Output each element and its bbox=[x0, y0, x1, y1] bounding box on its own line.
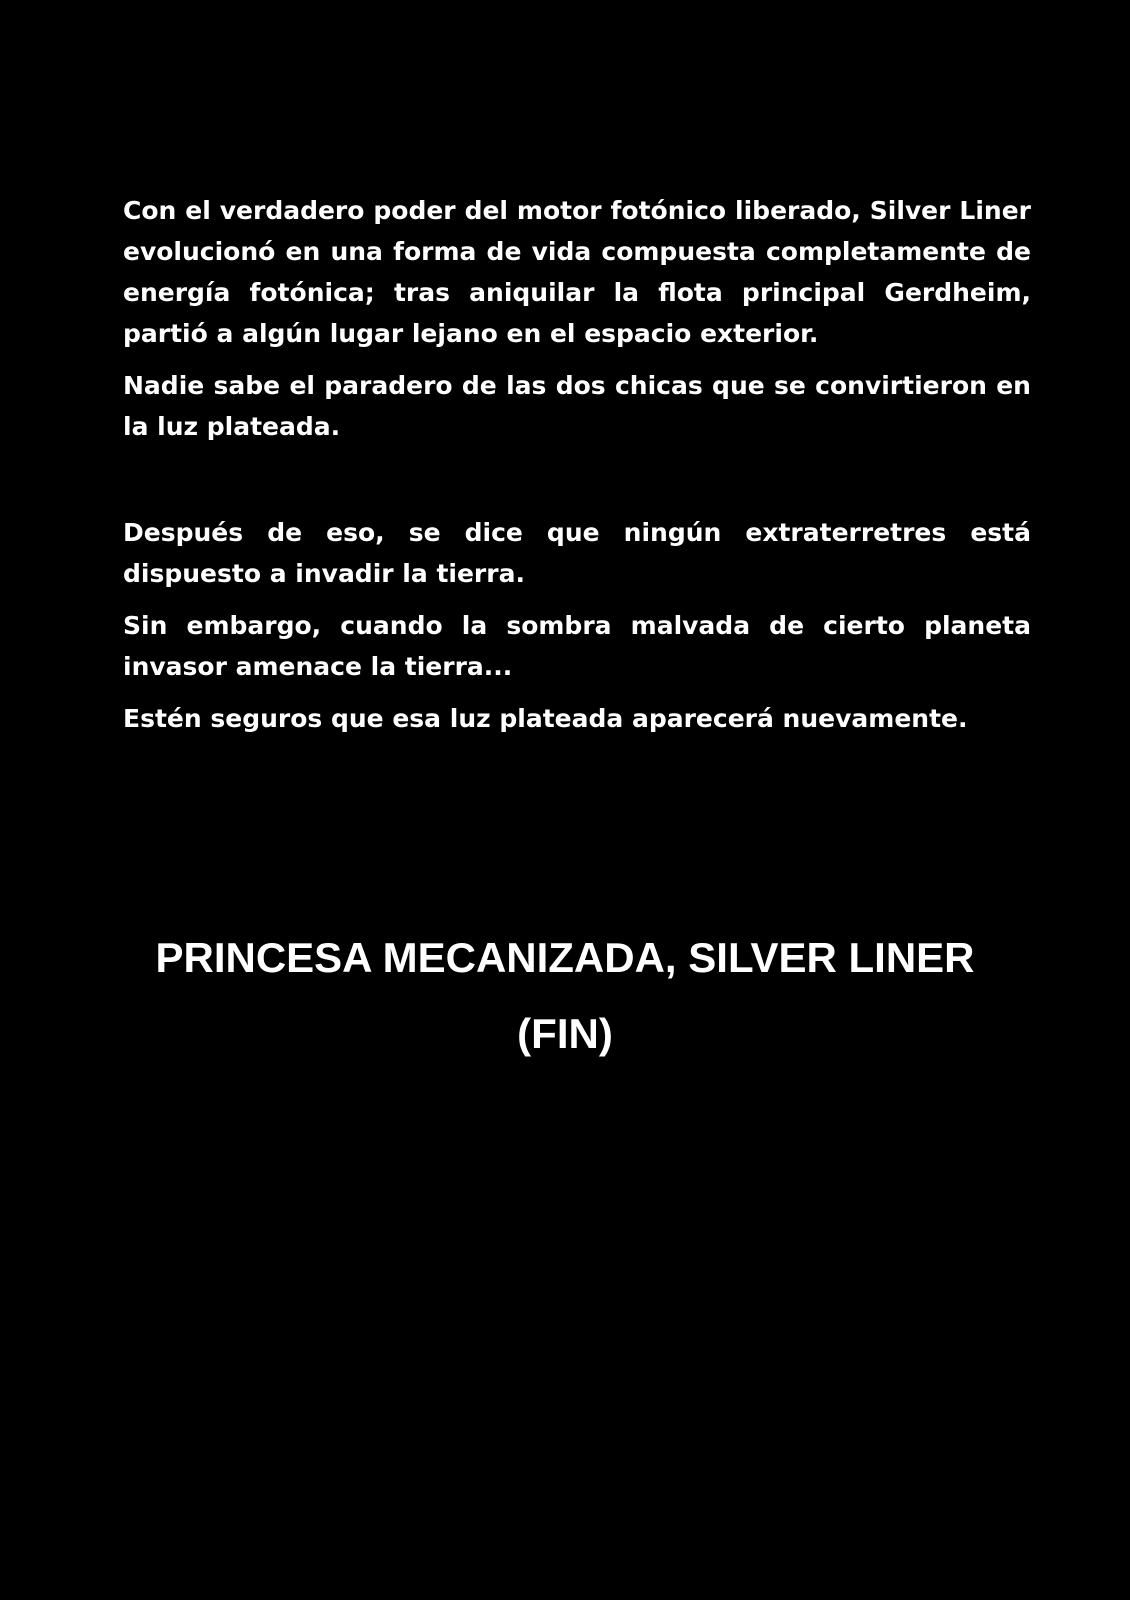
narrative-paragraph: Nadie sabe el paradero de las dos chicas que se convirtieron en la luz plateada. bbox=[123, 371, 1031, 441]
ending-fin-label: (FIN) bbox=[517, 1010, 613, 1057]
narrative-paragraph: Con el verdadero poder del motor fotónico liberado, Silver Liner evolucionó en una forma de vida compuesta completamente de energía fotónica; tras aniquilar la flota principal Gerdheim, partió a algún lugar lejano en el espacio exterior. bbox=[123, 196, 1031, 348]
ending-title: PRINCESA MECANIZADA, SILVER LINER bbox=[155, 934, 975, 981]
narrative-block-1 bbox=[123, 190, 1031, 458]
ending-section bbox=[0, 930, 1130, 1062]
narrative-paragraph: Sin embargo, cuando la sombra malvada de cierto planeta invasor amenace la tierra... bbox=[123, 611, 1031, 681]
narrative-paragraph: Estén seguros que esa luz plateada aparecerá nuevamente. bbox=[123, 704, 968, 733]
narrative-paragraph: Después de eso, se dice que ningún extraterretres está dispuesto a invadir la tierra. bbox=[123, 518, 1031, 588]
narrative-block-2 bbox=[123, 512, 1031, 750]
